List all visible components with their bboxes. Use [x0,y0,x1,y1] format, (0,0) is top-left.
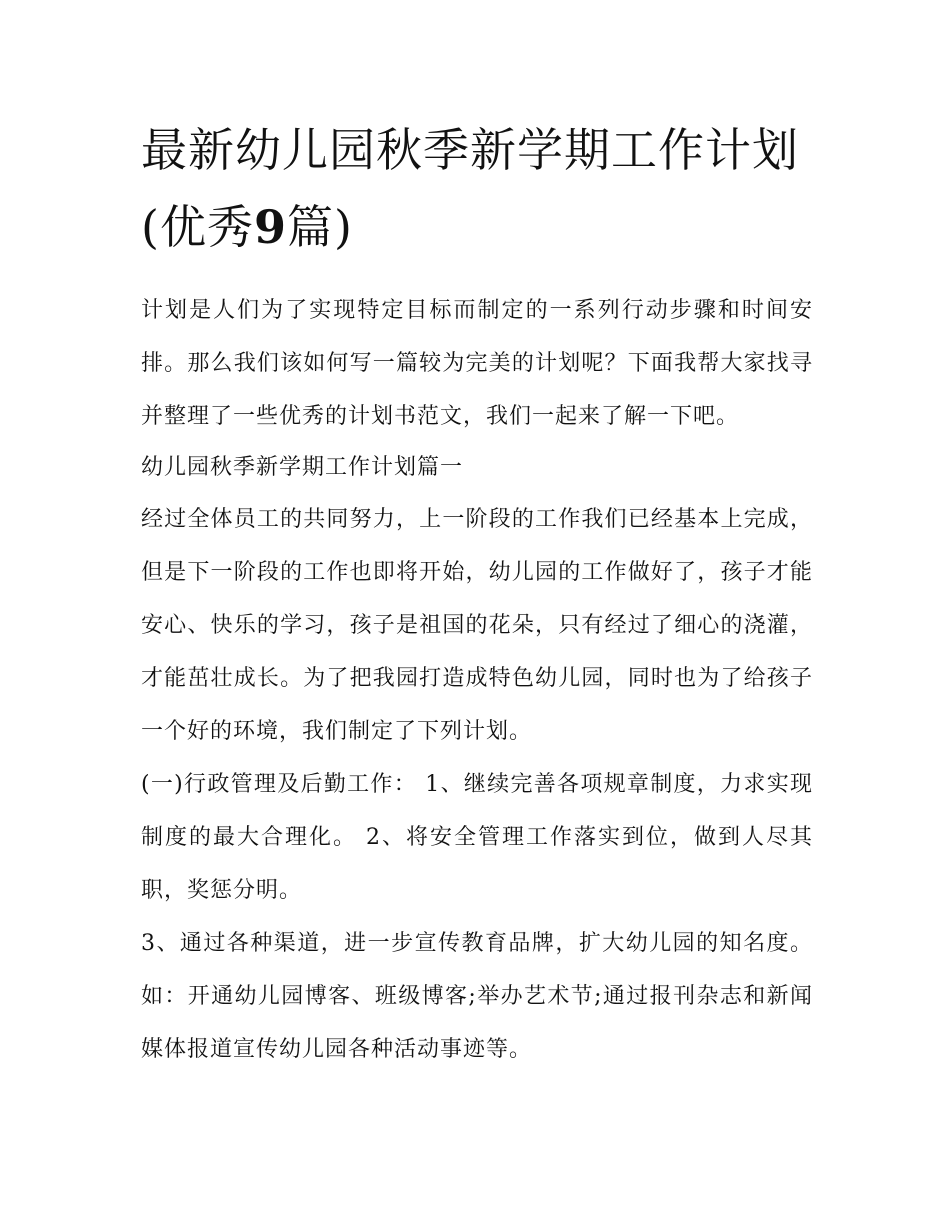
title-text-part2: 篇) [286,200,353,254]
intro-paragraph: 计划是人们为了实现特定目标而制定的一系列行动步骤和时间安排。那么我们该如何写一篇较为完美的计划呢？下面我帮大家找寻并整理了一些优秀的计划书范文，我们一起来了解一下吧。 [141,298,813,429]
document-body [141,284,813,1076]
body-paragraph: 3、通过各种渠道，进一步宣传教育品牌，扩大幼儿园的知名度。如：开通幼儿园博客、班级博客;举办艺术节;通过报刊杂志和新闻媒体报道宣传幼儿园各种活动事迹等。 [141,931,813,1062]
title-text-part1: 最新幼儿园秋季新学期工作计划(优秀 [141,123,799,254]
body-paragraph: (一)行政管理及后勤工作： 1、继续完善各项规章制度，力求实现制度的最大合理化。 2、将安全管理工作落实到位，做到人尽其职，奖惩分明。 [141,772,813,903]
body-paragraph: 经过全体员工的共同努力，上一阶段的工作我们已经基本上完成，但是下一阶段的工作也即将开始，幼儿园的工作做好了，孩子才能安心、快乐的学习，孩子是祖国的花朵，只有经过了细心的浇灌，才能茁壮成长。为了把我园打造成特色幼儿园，同时也为了给孩子一个好的环境，我们制定了下列计划。 [141,507,813,744]
document-content [141,112,813,1076]
document-title [141,112,813,266]
section-heading: 幼儿园秋季新学期工作计划篇一 [141,455,464,480]
title-number: 9 [253,200,287,254]
